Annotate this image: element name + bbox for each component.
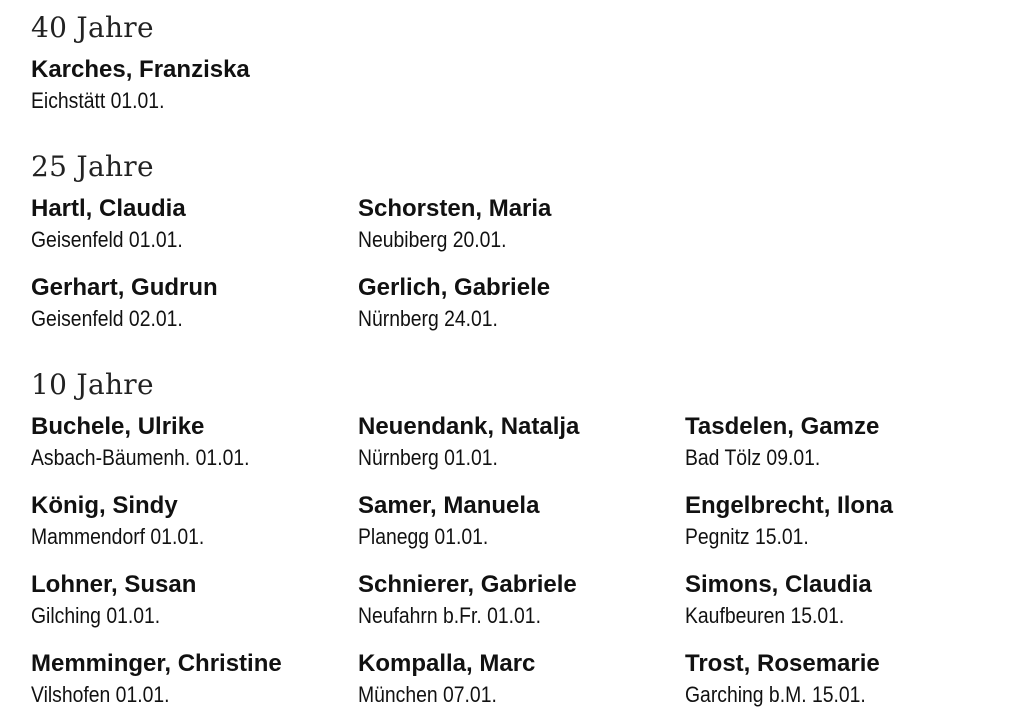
entry-name: Buchele, Ulrike xyxy=(31,413,205,440)
entry-name: Hartl, Claudia xyxy=(31,195,186,222)
entry-name: Trost, Rosemarie xyxy=(685,650,880,677)
entry-place-date: Pegnitz 15.01. xyxy=(685,524,809,549)
anniversary-entry xyxy=(31,197,351,251)
entry-name: Lohner, Susan xyxy=(31,571,197,598)
anniversary-entry xyxy=(31,415,351,469)
anniversary-entry xyxy=(358,415,678,469)
entry-name: Samer, Manuela xyxy=(358,492,540,519)
entry-place-date: Geisenfeld 02.01. xyxy=(31,306,183,331)
entry-place-date: München 07.01. xyxy=(358,682,497,707)
anniversary-entry xyxy=(685,494,1005,548)
entry-place-date: Nürnberg 01.01. xyxy=(358,445,498,470)
entry-name: Engelbrecht, Ilona xyxy=(685,492,894,519)
entry-place-date: Garching b.M. 15.01. xyxy=(685,682,866,707)
entry-place-date: Geisenfeld 01.01. xyxy=(31,227,183,252)
anniversary-entry xyxy=(31,494,351,548)
entry-place-date: Gilching 01.01. xyxy=(31,603,161,628)
anniversary-entry xyxy=(685,415,1005,469)
entry-name: Simons, Claudia xyxy=(685,571,872,598)
entry-place-date: Nürnberg 24.01. xyxy=(358,306,498,331)
entry-place-date: Eichstätt 01.01. xyxy=(31,88,165,113)
entry-name: Schorsten, Maria xyxy=(358,195,552,222)
entry-place-date: Planegg 01.01. xyxy=(358,524,489,549)
anniversary-entry xyxy=(358,197,678,251)
anniversary-entry xyxy=(685,573,1005,627)
entry-place-date: Neubiberg 20.01. xyxy=(358,227,507,252)
entry-place-date: Vilshofen 01.01. xyxy=(31,682,170,707)
anniversary-entry xyxy=(31,276,351,330)
entry-name: Kompalla, Marc xyxy=(358,650,536,677)
section-heading: 10 Jahre xyxy=(31,368,154,401)
entry-name: Neuendank, Natalja xyxy=(358,413,580,440)
entry-name: Gerlich, Gabriele xyxy=(358,274,551,301)
entry-place-date: Asbach-Bäumenh. 01.01. xyxy=(31,445,250,470)
section-10-jahre xyxy=(31,368,894,707)
anniversary-entry xyxy=(31,573,351,627)
entry-place-date: Mammendorf 01.01. xyxy=(31,524,205,549)
entry-name: Gerhart, Gudrun xyxy=(31,274,218,301)
entry-name: Schnierer, Gabriele xyxy=(358,571,577,598)
anniversary-entry xyxy=(358,494,678,548)
anniversary-entry xyxy=(31,58,351,112)
entry-place-date: Bad Tölz 09.01. xyxy=(685,445,821,470)
entry-name: Karches, Franziska xyxy=(31,56,250,83)
entry-place-date: Neufahrn b.Fr. 01.01. xyxy=(358,603,541,628)
anniversary-entry xyxy=(358,276,678,330)
section-heading: 40 Jahre xyxy=(31,11,154,44)
section-heading: 25 Jahre xyxy=(31,150,154,183)
anniversary-entry xyxy=(358,573,678,627)
section-25-jahre xyxy=(31,150,552,331)
anniversary-entry xyxy=(685,652,1005,706)
anniversary-entry xyxy=(31,652,351,706)
entry-name: König, Sindy xyxy=(31,492,178,519)
section-40-jahre xyxy=(31,11,250,113)
entry-place-date: Kaufbeuren 15.01. xyxy=(685,603,845,628)
entry-name: Memminger, Christine xyxy=(31,650,282,677)
entry-name: Tasdelen, Gamze xyxy=(685,413,880,440)
anniversary-entry xyxy=(358,652,678,706)
